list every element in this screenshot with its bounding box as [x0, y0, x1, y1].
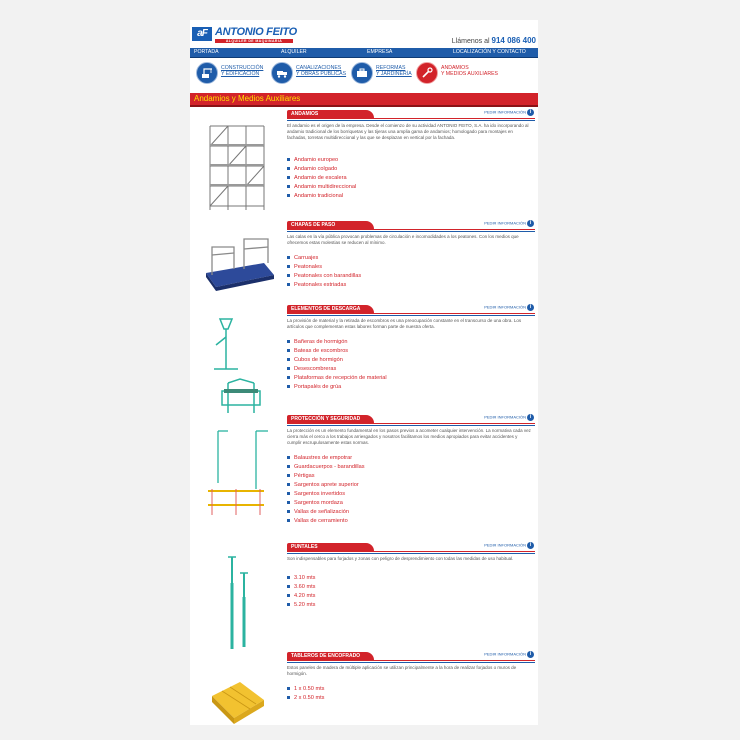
product-link[interactable]: Andamio tradicional	[287, 192, 356, 201]
product-link[interactable]: Andamio de escalera	[287, 174, 356, 183]
product-link[interactable]: Sargentos aprete superior	[287, 481, 365, 490]
product-link[interactable]: Bateas de escombros	[287, 347, 387, 356]
product-link[interactable]: Andamio europeo	[287, 156, 356, 165]
divider	[287, 315, 535, 316]
nav-portada[interactable]: PORTADA	[194, 49, 219, 55]
product-link[interactable]: Peatonales	[287, 263, 361, 272]
divider	[287, 229, 535, 230]
product-link[interactable]: 4.20 mts	[287, 592, 315, 601]
divider	[287, 551, 535, 552]
section-description: La protección es un elemento fundamental en los pasos previos a acometer cualquier intervención. La normativa cada vez cierra más el cerco a los trabajos arriesgados y nosotros facilitamos los medios apropiados para evitar accidentes y cumplir escrupulosamente estas normas.	[287, 428, 531, 445]
product-link[interactable]: Cubos de hormigón	[287, 356, 387, 365]
section-tab: TABLEROS DE ENCOFRADO	[287, 652, 374, 660]
product-link[interactable]: 3.60 mts	[287, 583, 315, 592]
product-link[interactable]: Vallas de cerramiento	[287, 517, 365, 526]
logo-subtitle: ALQUILER DE MAQUINARIA	[215, 39, 293, 43]
info-icon: i	[527, 304, 534, 311]
page-title-banner	[190, 93, 538, 107]
product-link[interactable]: Desescombreras	[287, 365, 387, 374]
truck-icon	[271, 62, 293, 84]
section-description: Las calas en la vía pública provocan problemas de circulación e incomodidades a los peatones. Con los medios que ofrecemos estas molestias se reducen al mínimo.	[287, 234, 519, 245]
product-link[interactable]: 2 x 0.50 mts	[287, 694, 324, 703]
product-link[interactable]: Guardacuerpos - barandillas	[287, 463, 365, 472]
phone-number: 914 086 400	[491, 36, 536, 45]
pedir-informacion-link[interactable]: PEDIR INFORMACIÓN i	[484, 414, 534, 421]
info-icon: i	[527, 220, 534, 227]
logo-mark: aF	[192, 27, 212, 41]
page-title: Andamios y Medios Auxiliares	[194, 94, 301, 103]
category-menu	[190, 60, 538, 92]
section-description: Estos paneles de madera de múltiple aplicación se utilizan principalmente a la hora de realizar forjados o muros de hormigón.	[287, 665, 517, 676]
divider	[287, 313, 535, 314]
section-tab: CHAPAS DE PASO	[287, 221, 374, 229]
product-link[interactable]: Balaustres de empotrar	[287, 454, 365, 463]
product-link[interactable]: Sargentos mordaza	[287, 499, 365, 508]
section-description: La provisión de material y la retirada de escombros es una preocupación constante en el transcurso de una obra. Los artículos que complementan estas labores forman parte de nuestra oferta.	[287, 318, 522, 329]
product-link[interactable]: Sargentos invertidos	[287, 490, 365, 499]
product-link[interactable]: Peatonales con barandillas	[287, 272, 361, 281]
logo-name: ANTONIO FEITO	[215, 26, 297, 38]
nav-alquiler[interactable]: ALQUILER	[281, 49, 307, 55]
discharge-equipment-image	[204, 315, 268, 415]
product-link[interactable]: Portapalés de grúa	[287, 383, 387, 392]
nav-empresa[interactable]: EMPRESA	[367, 49, 393, 55]
product-link[interactable]: 3.10 mts	[287, 574, 315, 583]
product-link[interactable]: Plataformas de recepción de material	[287, 374, 387, 383]
product-list	[287, 685, 324, 703]
main-nav	[190, 48, 538, 58]
product-link[interactable]: Peatonales estriadas	[287, 281, 361, 290]
formwork-board-image	[204, 666, 268, 725]
page	[190, 20, 538, 725]
divider	[287, 423, 535, 424]
product-list	[287, 254, 361, 290]
pedir-informacion-link[interactable]: PEDIR INFORMACIÓN i	[484, 542, 534, 549]
safety-equipment-image	[204, 427, 274, 519]
category-label: REFORMAS Y JARDINERÍA	[376, 65, 412, 77]
divider	[287, 660, 535, 661]
product-link[interactable]: Pértigas	[287, 472, 365, 481]
phone-contact	[452, 36, 536, 45]
section-tab: ANDAMIOS	[287, 110, 374, 118]
product-link[interactable]: Andamio colgado	[287, 165, 356, 174]
pedir-informacion-link[interactable]: PEDIR INFORMACIÓN i	[484, 109, 534, 116]
crane-icon	[196, 62, 218, 84]
product-list	[287, 156, 356, 201]
section-tab: PROTECCIÓN Y SEGURIDAD	[287, 415, 374, 423]
info-icon: i	[527, 109, 534, 116]
props-image	[204, 553, 268, 653]
product-link[interactable]: 5.20 mts	[287, 601, 315, 610]
product-list	[287, 574, 315, 610]
product-list	[287, 454, 365, 526]
product-link[interactable]: Carruajes	[287, 254, 361, 263]
divider	[287, 553, 535, 554]
divider	[287, 662, 535, 663]
category-label: CONSTRUCCIÓN Y EDIFICACIÓN	[221, 65, 264, 77]
product-link[interactable]: Bañeras de hormigón	[287, 338, 387, 347]
product-list	[287, 338, 387, 392]
wrench-icon	[416, 62, 438, 84]
category-label: CANALIZACIONES Y OBRAS PÚBLICAS	[296, 65, 347, 77]
product-link[interactable]: Andamio multidireccional	[287, 183, 356, 192]
phone-label: Llámenos al	[451, 38, 490, 45]
section-tab: ELEMENTOS DE DESCARGA	[287, 305, 374, 313]
info-icon: i	[527, 651, 534, 658]
pedir-informacion-link[interactable]: PEDIR INFORMACIÓN i	[484, 220, 534, 227]
product-link[interactable]: 1 x 0.50 mts	[287, 685, 324, 694]
product-link[interactable]: Vallas de señalización	[287, 508, 365, 517]
divider	[287, 425, 535, 426]
section-description: Son indispensables para forjados y zonas con peligro de desprendimiento con todas las medidas de uso habitual.	[287, 556, 514, 561]
divider	[287, 118, 535, 119]
category-label: ANDAMIOS Y MEDIOS AUXILIARES	[441, 65, 498, 77]
nav-contacto[interactable]: LOCALIZACIÓN Y CONTACTO	[453, 49, 526, 55]
divider	[287, 231, 535, 232]
info-icon: i	[527, 542, 534, 549]
section-description: El andamio es el origen de la empresa. Desde el comienzo de su actividad ANTONIO FEITO, S.A. ha ido incorporando al andamio tradicional de los borriquetas y las tijeras una amplia gama de andamios; homologado para montajes en fachadas, torretas multidireccional y las que se desplazan en vertical por la fachada.	[287, 123, 529, 140]
pedir-informacion-link[interactable]: PEDIR INFORMACIÓN i	[484, 304, 534, 311]
scaffold-image	[204, 122, 270, 212]
toolbox-icon	[351, 62, 373, 84]
divider	[287, 120, 535, 121]
pedir-informacion-link[interactable]: PEDIR INFORMACIÓN i	[484, 651, 534, 658]
section-tab: PUNTALES	[287, 543, 374, 551]
info-icon: i	[527, 414, 534, 421]
steel-plate-image	[204, 233, 276, 293]
